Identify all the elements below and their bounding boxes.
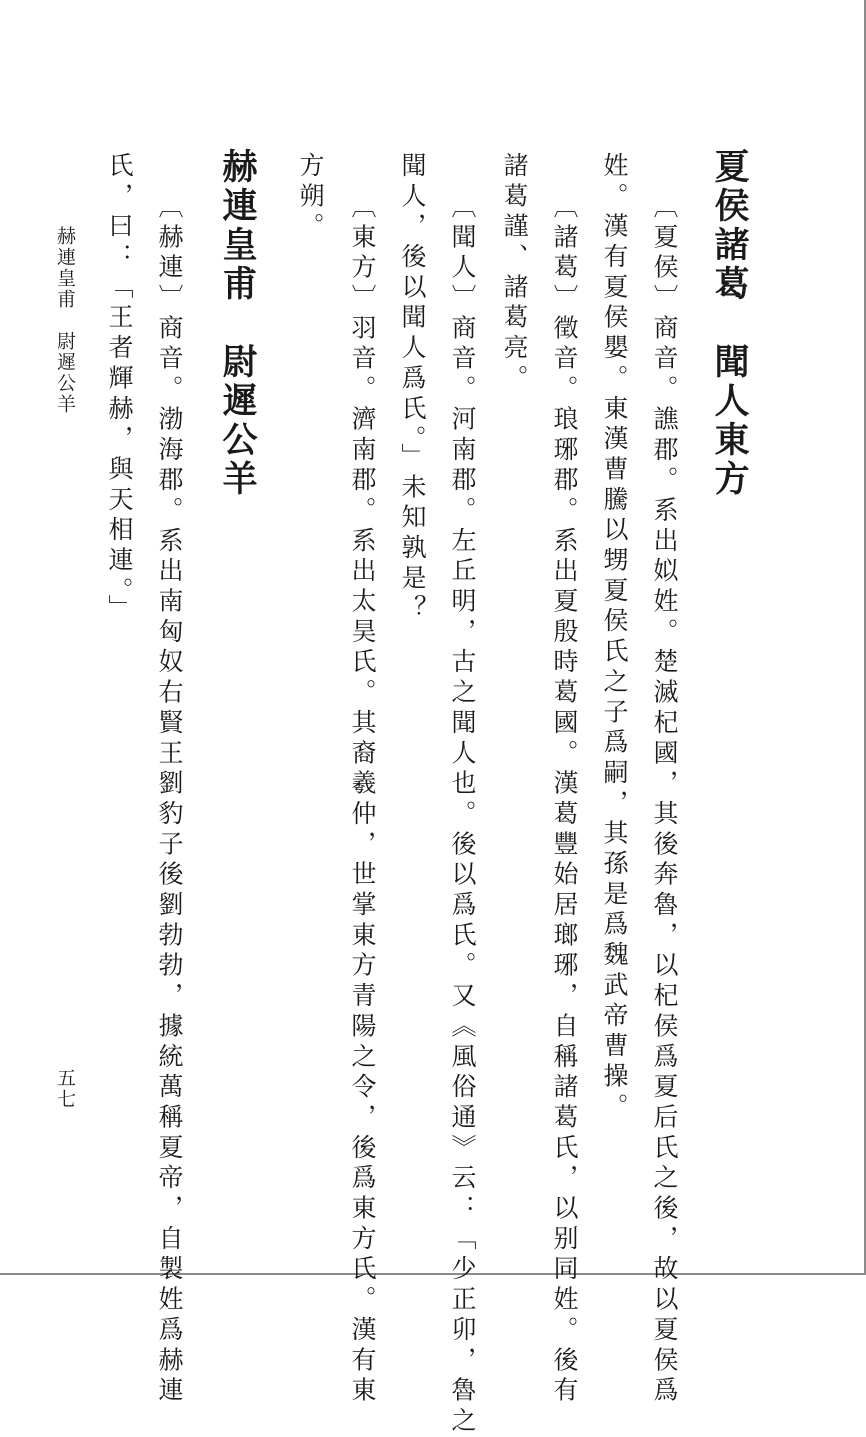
body-line-2: 姓。漢有夏侯嬰。東漢曹騰以甥夏侯氏之子爲嗣，其孫是爲魏武帝曹操。 bbox=[600, 152, 629, 1124]
section-heading-helian-huangfu: 赫連皇甫 尉遲公羊 bbox=[217, 148, 258, 499]
body-line-10: 氏，曰：「王者輝赫，與天相連。」 bbox=[105, 152, 134, 626]
body-line-3: 〔諸葛〕徵音。琅琊郡。系出夏殷時葛國。漢葛豐始居瑯琊，自稱諸葛氏，以别同姓。後有 bbox=[550, 193, 579, 1407]
page-number: 五七 bbox=[54, 1068, 76, 1110]
body-line-9: 〔赫連〕商音。渤海郡。系出南匈奴右賢王劉豹子後劉勃勃，據統萬稱夏帝，自製姓爲赫連 bbox=[155, 193, 184, 1407]
running-header: 赫連皇甫 尉遲公羊 bbox=[54, 226, 76, 415]
body-line-5: 〔聞人〕商音。河南郡。左丘明，古之聞人也。後以爲氏。又《風俗通》云：「少正卯，魯之 bbox=[448, 193, 477, 1437]
body-line-1: 〔夏侯〕商音。譙郡。系出姒姓。楚滅杞國，其後奔魯，以杞侯爲夏后氏之後，故以夏侯爲 bbox=[650, 193, 679, 1407]
body-line-7: 〔東方〕羽音。濟南郡。系出太昊氏。其裔羲仲，世掌東方青陽之令，後爲東方氏。漢有東 bbox=[348, 193, 377, 1407]
body-line-6: 聞人，後以聞人爲氏。」未知孰是？ bbox=[398, 152, 427, 626]
body-line-8: 方朔。 bbox=[296, 152, 325, 244]
body-line-4: 諸葛謹、諸葛亮。 bbox=[500, 152, 529, 395]
section-heading-xiahou-zhuge: 夏侯諸葛 聞人東方 bbox=[709, 148, 750, 499]
